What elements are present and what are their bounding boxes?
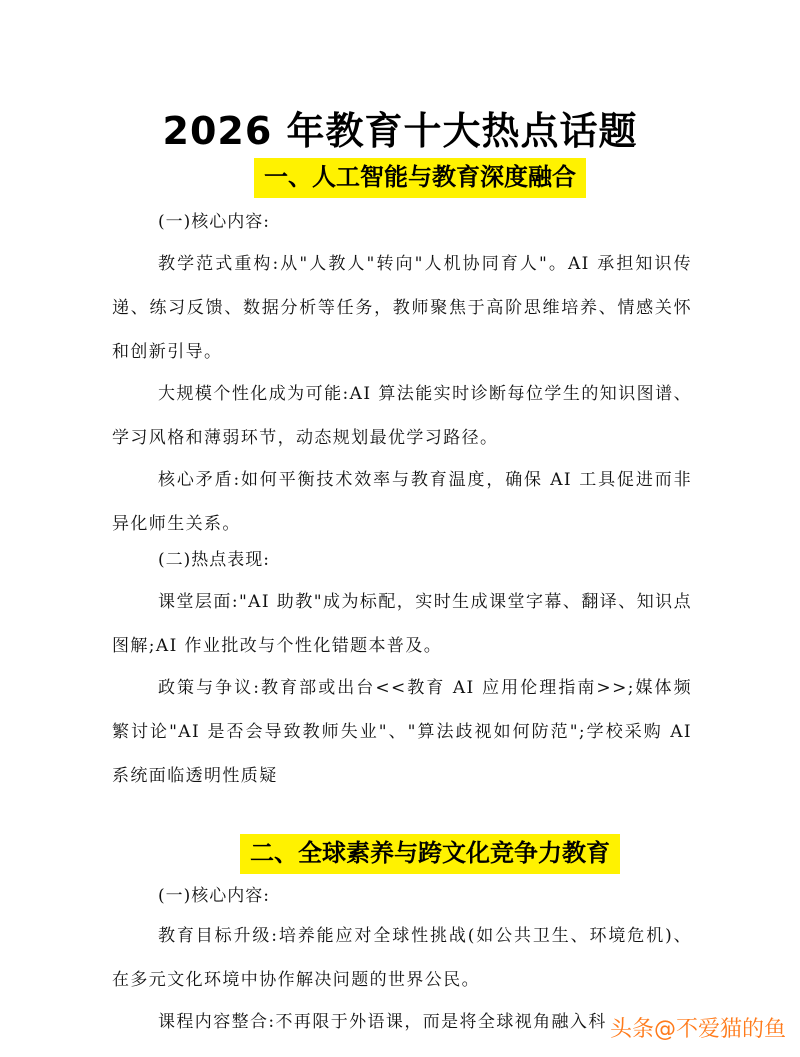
section1-paragraph-policy: 政策与争议:教育部或出台<<教育 AI 应用伦理指南>>;媒体频繁讨论"AI 是否会导致教师失业"、"算法歧视如何防范";学校采购 AI 系统面临透明性质疑 — [112, 678, 692, 786]
section2-paragraph-curriculum: 课程内容整合:不再限于外语课，而是将全球视角融入科 — [158, 1012, 607, 1032]
section1-paragraph-paradigm: 教学范式重构:从"人教人"转向"人机协同育人"。AI 承担知识传递、练习反馈、数据分析等任务，教师聚焦于高阶思维培养、情感关怀和创新引导。 — [112, 254, 692, 362]
watermark-text: 头条@不爱猫的鱼 — [609, 1017, 786, 1042]
section-heading-global: 二、全球素养与跨文化竞争力教育 — [240, 834, 620, 874]
section1-paragraph-classroom: 课堂层面:"AI 助教"成为标配，实时生成课堂字幕、翻译、知识点图解;AI 作业批改与个性化错题本普及。 — [112, 592, 692, 656]
section1-core-label: (一)核心内容: — [158, 212, 270, 232]
section2-paragraph-goal: 教育目标升级:培养能应对全球性挑战(如公共卫生、环境危机)、在多元文化环境中协作解决问题的世界公民。 — [112, 926, 692, 990]
section1-hot-label: (二)热点表现: — [158, 550, 270, 570]
document-title: 2026 年教育十大热点话题 — [162, 109, 638, 153]
section1-paragraph-personalization: 大规模个性化成为可能:AI 算法能实时诊断每位学生的知识图谱、学习风格和薄弱环节，动态规划最优学习路径。 — [112, 384, 692, 448]
section-heading-ai: 一、人工智能与教育深度融合 — [254, 158, 586, 198]
section1-paragraph-contradiction: 核心矛盾:如何平衡技术效率与教育温度，确保 AI 工具促进而非异化师生关系。 — [112, 470, 692, 534]
section2-core-label: (一)核心内容: — [158, 886, 270, 906]
